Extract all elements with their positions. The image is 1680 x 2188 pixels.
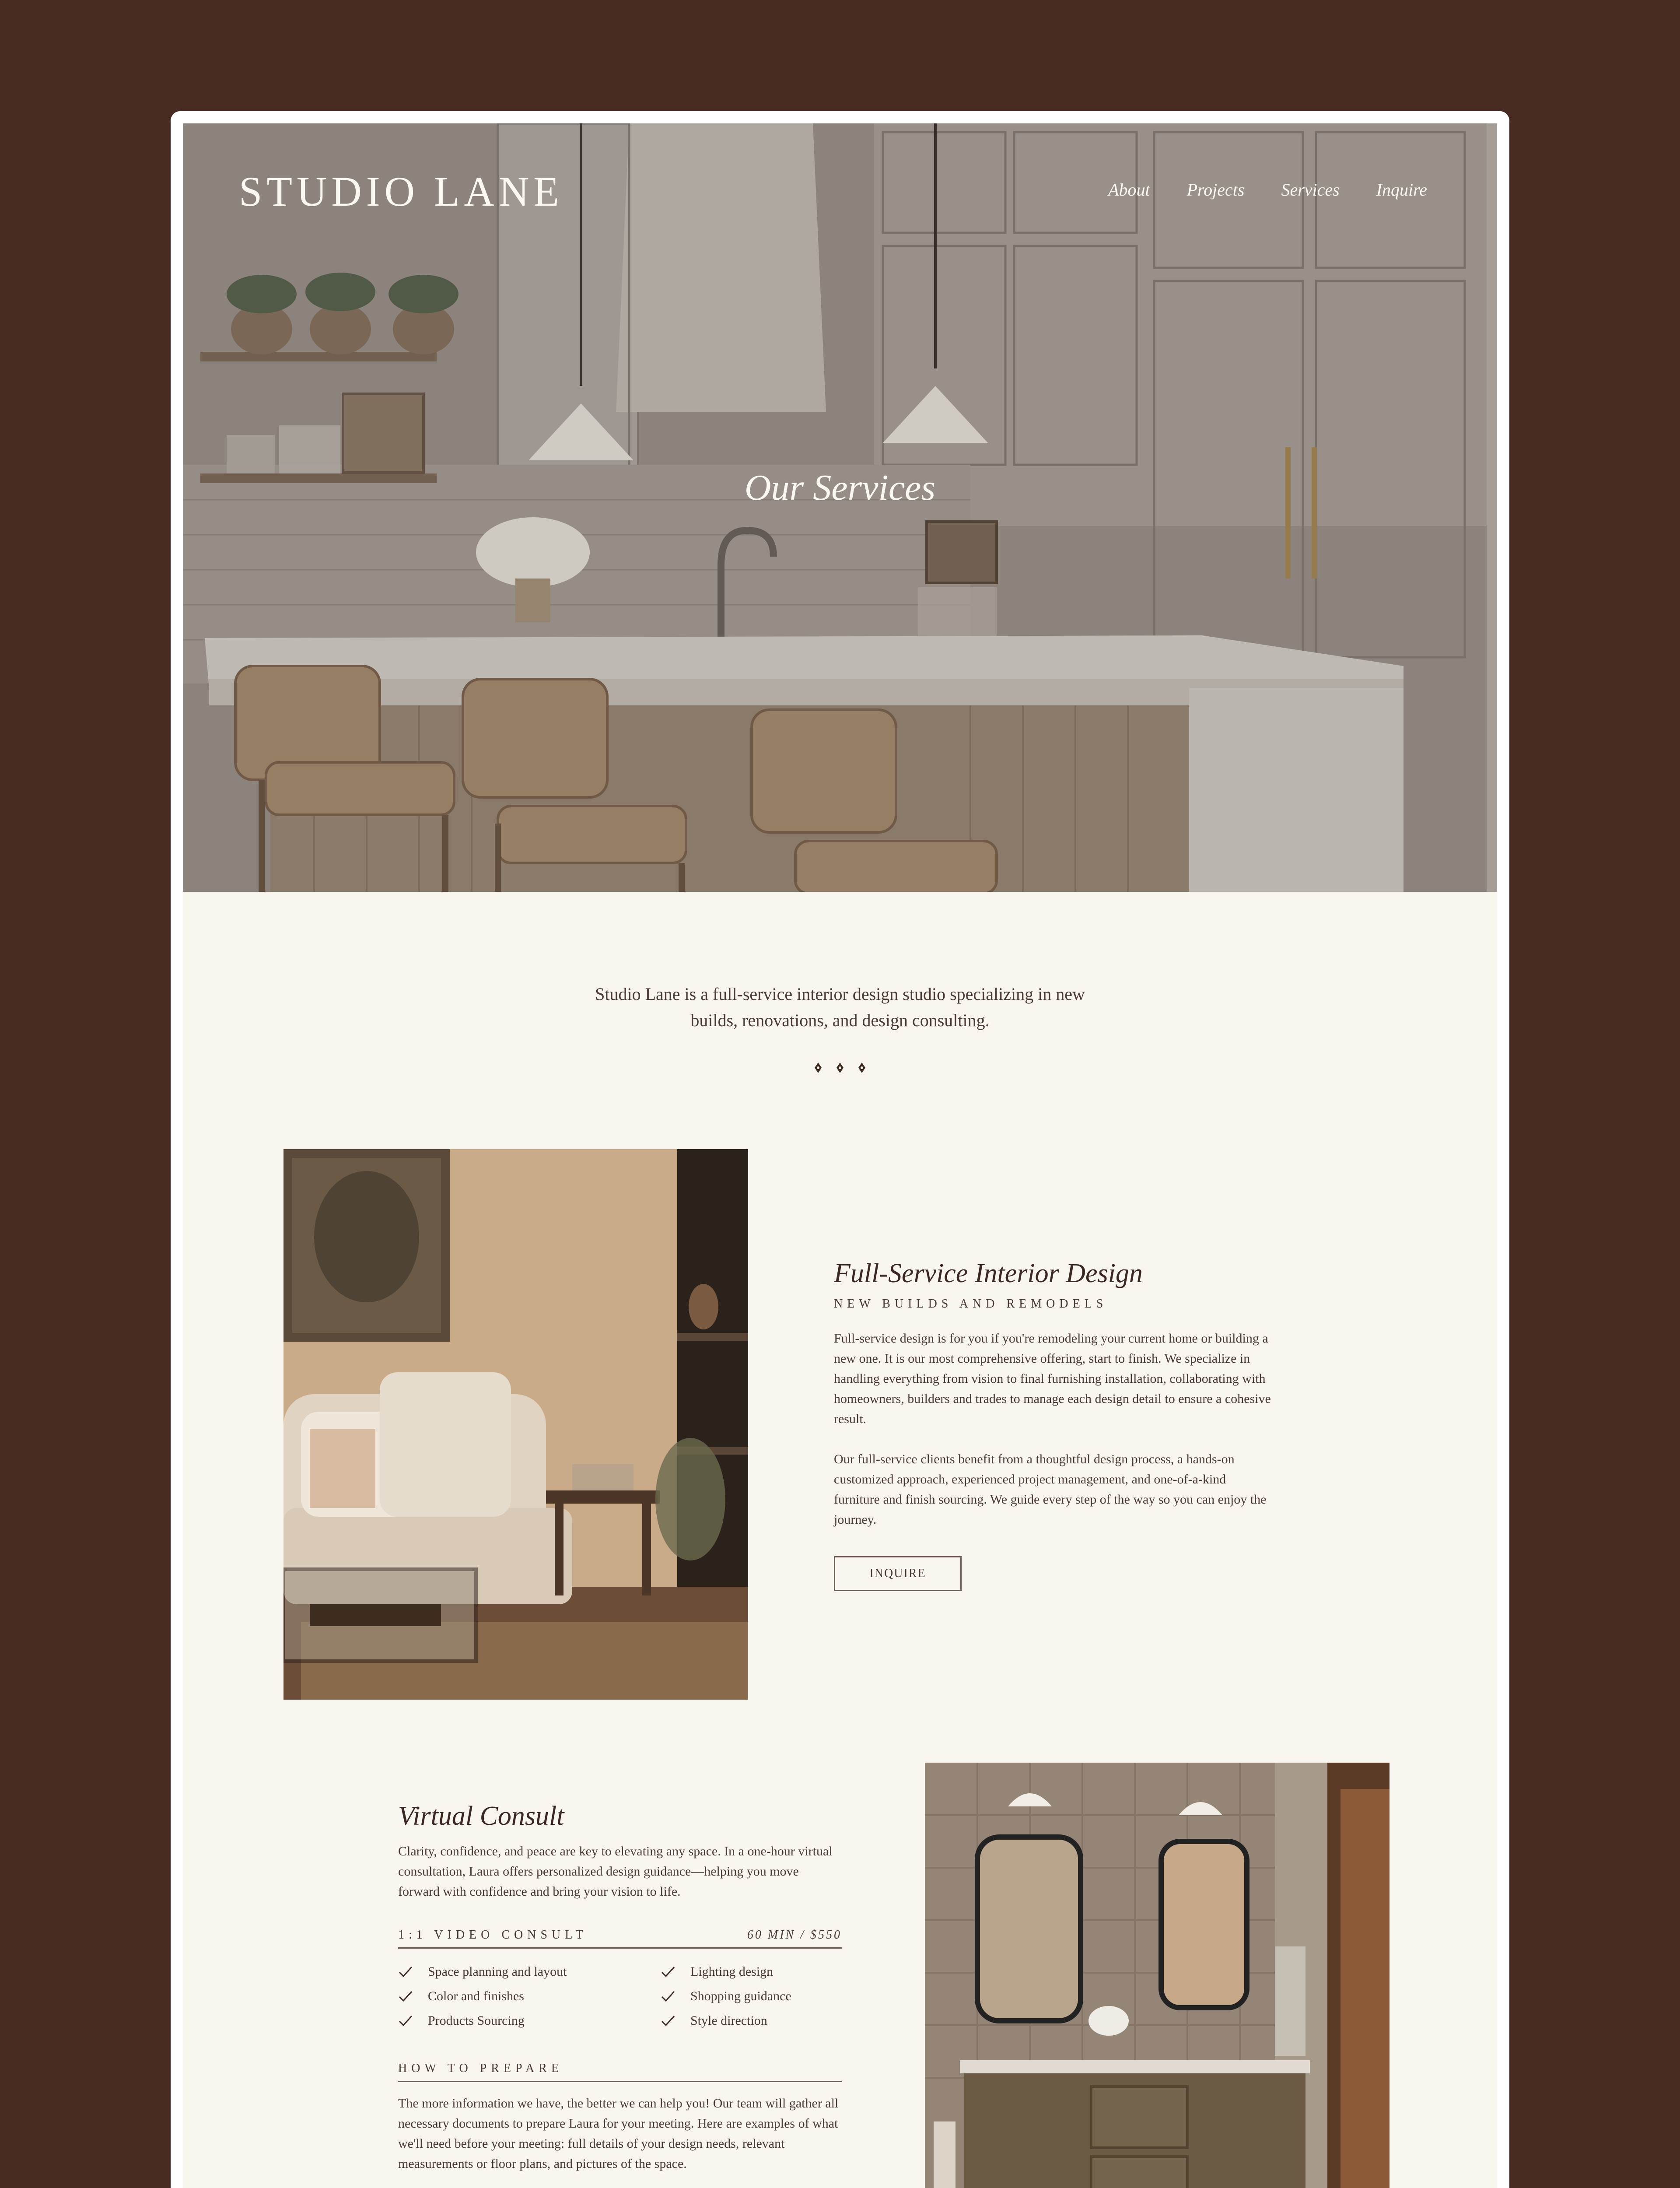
checklist-label: Style direction	[690, 2013, 767, 2028]
prepare-label: HOW TO PREPARE	[398, 2062, 564, 2075]
prepare-text: The more information we have, the better we can help you! Our team will gather all necessary documents to prepare Laura for your meeting. Here are examples of what we'll need before your meeting: full details of your design needs, relevant measurements or floor plans, and pictures of the space.	[398, 2096, 839, 2171]
consult-checklist	[398, 1964, 842, 2028]
logo[interactable]: STUDIO LANE	[239, 168, 564, 215]
virtual-consult-description: Clarity, confidence, and peace are key to elevating any space. In a one-hour virtual consultation, Laura offers personalized design guidance—helping you move forward with confidence and bring your vision to life.	[398, 1844, 833, 1899]
consult-label: 1:1 VIDEO CONSULT	[398, 1928, 588, 1942]
nav-services[interactable]: Services	[1281, 180, 1340, 200]
checkmark-icon	[398, 2014, 413, 2027]
checklist-label: Lighting design	[690, 1964, 774, 1979]
checklist-label: Products Sourcing	[428, 2013, 525, 2028]
checkmark-icon	[661, 1990, 676, 2003]
full-service-paragraph-2: Our full-service clients benefit from a thoughtful design process, a hands-on customized approach, experienced project management, and one-of-a-kind furniture and finish sourcing. We guide every step of the way so you can enjoy the journey.	[834, 1452, 1267, 1527]
checklist-item	[661, 2013, 842, 2028]
checklist-item	[661, 1964, 842, 1979]
consult-price: 60 MIN / $550	[747, 1928, 842, 1942]
checklist-item	[398, 2013, 661, 2028]
nav-projects[interactable]: Projects	[1186, 180, 1245, 200]
living-room-image	[284, 1149, 748, 1700]
consult-header	[398, 1928, 842, 1949]
full-service-title: Full-Service Interior Design	[834, 1259, 1143, 1288]
nav-inquire[interactable]: Inquire	[1376, 180, 1427, 200]
full-service-subtitle: NEW BUILDS AND REMODELS	[834, 1297, 1108, 1311]
full-service-section	[834, 1257, 1271, 1591]
checkmark-icon	[398, 1990, 413, 2003]
checkmark-icon	[661, 2014, 676, 2027]
checklist-label: Shopping guidance	[690, 1989, 791, 2003]
prepare-header	[398, 2062, 842, 2082]
page	[183, 123, 1497, 2188]
diamond-ornament-icon	[812, 1060, 868, 1076]
virtual-consult-title: Virtual Consult	[398, 1801, 564, 1831]
inquire-button[interactable]: INQUIRE	[834, 1556, 962, 1591]
checkmark-icon	[398, 1965, 413, 1978]
checkmark-icon	[661, 1965, 676, 1978]
checklist-item	[398, 1964, 661, 1979]
main-nav	[1108, 179, 1427, 200]
checklist-item	[398, 1989, 661, 2004]
checklist-label: Space planning and layout	[428, 1964, 567, 1979]
full-service-paragraph-1: Full-service design is for you if you're remodeling your current home or building a new one. It is our most comprehensive offering, start to finish. We specialize in handling everything from vision to final furnishing installation, collaborating with homeowners, builders and trades to manage each design detail to ensure a cohesive result.	[834, 1331, 1271, 1426]
hero	[183, 123, 1497, 892]
checklist-label: Color and finishes	[428, 1989, 524, 2003]
nav-about[interactable]: About	[1108, 180, 1150, 200]
hero-title: Our Services	[744, 467, 936, 508]
bathroom-vanity-image	[925, 1763, 1390, 2188]
intro-text: Studio Lane is a full-service interior design studio specializing in new builds, renovations, and design consulting.	[595, 984, 1085, 1030]
virtual-consult-section	[398, 1799, 842, 2188]
checklist-item	[661, 1989, 842, 2004]
